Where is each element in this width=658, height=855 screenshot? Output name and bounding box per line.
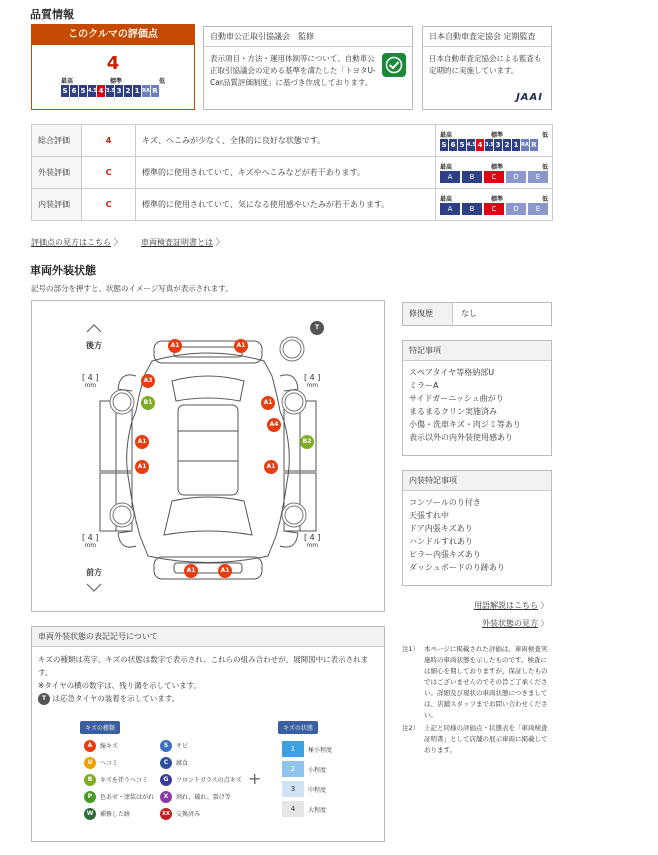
- legend-text-3: は応急タイヤの装着を示しています。: [52, 694, 180, 703]
- scale-step: 6: [450, 141, 456, 149]
- council-body: 表示項目・方法・運用体制等について、自動車公正取引協議会の定める基準を満たした「トヨタU-Car品質評価制度」に基づき作成しております。: [210, 54, 376, 87]
- scale-label-standard: 標準: [109, 78, 122, 85]
- scale-step: 1: [513, 141, 519, 149]
- scale-step: 3: [116, 87, 122, 95]
- legend-kind: [84, 805, 154, 822]
- legend-state: [282, 799, 332, 819]
- grade-step: D: [506, 203, 526, 215]
- tread-rear-right: [ 4 ] mm: [304, 373, 321, 389]
- scale-step: RA: [142, 85, 150, 97]
- legend-kind-label: サビ: [176, 743, 189, 750]
- evaluation-row: [32, 125, 553, 157]
- rating-scale: [61, 76, 165, 97]
- scale-step: 4.5: [88, 85, 96, 97]
- eval-guide-link[interactable]: 評価点の見方はこちら 〉: [31, 238, 123, 248]
- evaluation-row: [32, 189, 553, 221]
- scale-step: 6: [71, 87, 77, 95]
- grade-step: E: [528, 203, 548, 215]
- evaluation-scale: [436, 189, 553, 221]
- legend-kind-chip: A: [84, 740, 96, 752]
- legend-state-num: 1: [282, 741, 304, 757]
- evaluation-desc: 標準的に使用されていて、気になる使用感やいたみが若干あります。: [136, 189, 436, 221]
- damage-mark-right-front-door[interactable]: A1: [264, 460, 278, 474]
- special-notes: [402, 340, 552, 456]
- tread-front-right: [ 4 ] mm: [304, 533, 321, 549]
- evaluation-label: 内装評価: [32, 189, 82, 221]
- evaluation-row: [32, 157, 553, 189]
- legend-kind: [84, 788, 154, 805]
- repair-history: [402, 302, 552, 326]
- evaluation-scale: [436, 157, 553, 189]
- scale-label-best: 最高: [61, 78, 74, 85]
- evaluation-grade: 4: [82, 125, 136, 157]
- glossary-link[interactable]: 用語解説はこちら 〉: [474, 601, 549, 610]
- jaai-card: [422, 26, 552, 110]
- legend-state: [282, 779, 332, 799]
- legend-kind: [84, 754, 154, 771]
- scale-step: S: [441, 141, 447, 149]
- scale-step: 4: [98, 87, 104, 95]
- scale-step: 5: [459, 141, 465, 149]
- chevron-right-icon: 〉: [540, 619, 549, 628]
- scale-label: 標準: [490, 196, 503, 203]
- legend-text-3-row: [38, 692, 378, 705]
- special-notes-header: 特記事項: [403, 341, 551, 361]
- scale-label: 最高: [440, 164, 453, 171]
- evaluation-table: [31, 124, 553, 221]
- scale-label: 低: [541, 164, 548, 171]
- car-outline: [32, 301, 384, 611]
- legend-kind: [160, 771, 242, 788]
- chevron-right-icon: 〉: [540, 601, 549, 610]
- legend-kind-chip: X: [160, 791, 172, 803]
- council-card: [203, 26, 413, 110]
- damage-mark-rear-left[interactable]: A1: [168, 339, 182, 353]
- legend-kind-label: へコミ: [100, 760, 119, 767]
- legend-kind-chip: P: [84, 791, 96, 803]
- grade-step: C: [484, 171, 504, 183]
- exterior-subtitle: 記号の部分を押すと、状態のイメージ写真が表示されます。: [31, 284, 233, 293]
- scale-label: 標準: [490, 164, 503, 171]
- footnote-mark: 注1）: [402, 645, 420, 653]
- legend-text-1: キズの種類は英字、キズの状態は数字で表示され、これらの組み合わせが、展開図中に表示されます。: [38, 655, 369, 677]
- damage-mark-left-rear-door[interactable]: A1: [135, 435, 149, 449]
- special-note-item: 小傷・洗車キズ・肉ジミ等あり: [409, 420, 521, 429]
- legend-kind-chip: XX: [160, 808, 172, 820]
- scale-step: 3.5: [106, 85, 114, 97]
- legend-kind-label: 線キズ: [100, 743, 118, 750]
- legend-kind-label: 補修した跡: [100, 811, 131, 818]
- legend-state-num: 2: [282, 761, 304, 777]
- interior-notes: [402, 470, 552, 586]
- legend-kind: [160, 788, 242, 805]
- special-note-item: まるまるクリン実施済み: [409, 407, 497, 416]
- legend-kind-label: キズを伴うヘコミ: [100, 777, 148, 784]
- legend-kind-chip: S: [160, 740, 172, 752]
- jaai-body: 日本自動車査定協会による監査も定期的に実施しています。: [429, 54, 542, 75]
- evaluation-label: 総合評価: [32, 125, 82, 157]
- legend-kind: [84, 771, 154, 788]
- exterior-guide-link[interactable]: 外装状態の見方 〉: [482, 619, 549, 628]
- scale-label: 低: [541, 196, 548, 203]
- scale-step: 4.5: [467, 139, 475, 151]
- evaluation-grade: C: [82, 189, 136, 221]
- scale-step: 5: [80, 87, 86, 95]
- damage-mark-front-right[interactable]: A1: [218, 564, 232, 578]
- grade-step: A: [440, 171, 460, 183]
- evaluation-desc: キズ、へこみが少なく、全体的に良好な状態です。: [136, 125, 436, 157]
- damage-mark-right-rear-door[interactable]: A4: [267, 418, 281, 432]
- council-header: 自動車公正取引協議会 監修: [204, 27, 412, 47]
- damage-mark-right-rear-quarter[interactable]: A1: [261, 396, 275, 410]
- legend-kind: [160, 805, 242, 822]
- rear-label: 後方: [86, 341, 102, 350]
- inspection-doc-link[interactable]: 車両検査証明書とは 〉: [141, 238, 225, 248]
- damage-mark-right-rear-door-outer[interactable]: B2: [300, 435, 314, 449]
- legend-kind: [84, 737, 154, 754]
- exterior-title: 車両外装状態: [30, 264, 96, 277]
- legend-header: 車両外装状態の表記記号について: [32, 627, 384, 647]
- legend-kind-label: フロントガラスの点キズ: [176, 777, 242, 784]
- legend-kind-label: 交換済み: [176, 811, 201, 818]
- interior-note-item: ダッシュボードのり跡あり: [409, 563, 505, 572]
- legend-kind: [160, 754, 242, 771]
- repair-history-label: 修復歴: [403, 303, 453, 325]
- footnote-text: 本ページに掲載された評価は、車両検査実施時の車両状態を示したものです。検査には細心を期しておりますが、保証したものではございませんのでその旨ご了承ください。詳細及び現状の車両状態につきましては、店舗スタッフまでお問い合わせください。: [424, 645, 548, 719]
- legend-state-label: 極小程度: [308, 746, 333, 754]
- scale-step: 2: [125, 87, 131, 95]
- spare-tire-mark[interactable]: T: [310, 321, 324, 335]
- jaai-header: 日本自動車査定協会 定期監査: [423, 27, 551, 47]
- legend-state-label: 中程度: [308, 786, 327, 794]
- scale-label-low: 低: [158, 78, 165, 85]
- jaai-logo: JAAI: [516, 92, 543, 103]
- scale-label: 標準: [490, 132, 503, 139]
- footnote: [402, 644, 552, 721]
- legend-state-num: 3: [282, 781, 304, 797]
- legend-state-label: 大程度: [308, 806, 327, 814]
- states-title: キズの状態: [278, 721, 318, 734]
- legend-kind-label: 色あせ・塗装はがれ: [100, 794, 155, 801]
- grade-step: D: [506, 171, 526, 183]
- scale-step: 3: [495, 141, 501, 149]
- arrow-up-icon: [86, 323, 102, 335]
- damage-mark-left-rear-wheel[interactable]: B1: [141, 396, 155, 410]
- interior-note-item: ドア内張キズあり: [409, 524, 473, 533]
- rating-card-title: このクルマの評価点: [32, 25, 194, 45]
- special-note-item: 表示以外の内外装使用感あり: [409, 433, 513, 442]
- legend-text-2: ※タイヤの横の数字は、残り溝を示しています。: [38, 681, 202, 690]
- chevron-right-icon: 〉: [113, 238, 123, 248]
- legend-kind-label: 腐食: [176, 760, 189, 767]
- scale-step: 2: [504, 141, 510, 149]
- arrow-down-icon: [86, 583, 102, 595]
- scale-step: 4: [477, 141, 483, 149]
- tread-front-left: [ 4 ] mm: [82, 533, 99, 549]
- evaluation-desc: 標準的に使用されていて、キズやへこみなどが若干あります。: [136, 157, 436, 189]
- scale-label: 最高: [440, 196, 453, 203]
- legend-card: [31, 626, 385, 842]
- plus-icon: +: [248, 769, 262, 788]
- scale-step: R: [531, 141, 537, 149]
- scale-step: R: [152, 87, 158, 95]
- footnote-mark: 注2）: [402, 724, 420, 732]
- spare-tire-icon: T: [38, 693, 50, 705]
- legend-kind-chip: U: [84, 757, 96, 769]
- interior-note-item: コンソールのり付き: [409, 498, 481, 507]
- rating-score: 4: [106, 53, 120, 74]
- evaluation-scale: [436, 125, 553, 157]
- special-note-item: サイドガーニッシュ曲がり: [409, 394, 504, 403]
- scale-label: 低: [541, 132, 548, 139]
- grade-step: B: [462, 171, 482, 183]
- kinds-title: キズの種類: [80, 721, 120, 734]
- rating-card: [31, 24, 195, 110]
- interior-note-item: ハンドルすれあり: [409, 537, 473, 546]
- legend-kind-chip: C: [160, 757, 172, 769]
- car-diagram: [31, 300, 385, 612]
- grade-step: E: [528, 171, 548, 183]
- interior-note-item: 天張すれ中: [409, 511, 449, 520]
- legend-kind-chip: B: [84, 774, 96, 786]
- legend-state-num: 4: [282, 801, 304, 817]
- legend-kind-chip: G: [160, 774, 172, 786]
- tread-rear-left: [ 4 ] mm: [82, 373, 99, 389]
- evaluation-label: 外装評価: [32, 157, 82, 189]
- legend-kind: [160, 737, 242, 754]
- grade-step: A: [440, 203, 460, 215]
- legend-state-label: 小程度: [308, 766, 327, 774]
- footnote-text: 上記と同様の評価点・状態表を「車両検査証明書」として店舗の展示車両に掲載しております。: [424, 724, 548, 754]
- council-logo-icon: [382, 53, 406, 77]
- legend-state: [282, 739, 332, 759]
- damage-mark-left-front-door[interactable]: A1: [135, 460, 149, 474]
- evaluation-grade: C: [82, 157, 136, 189]
- grade-step: C: [484, 203, 504, 215]
- damage-mark-front-left[interactable]: A1: [184, 564, 198, 578]
- legend-state: [282, 759, 332, 779]
- scale-step: 1: [134, 87, 140, 95]
- legend-kind-chip: W: [84, 808, 96, 820]
- grade-step: B: [462, 203, 482, 215]
- scale-label: 最高: [440, 132, 453, 139]
- interior-notes-header: 内装特記事項: [403, 471, 551, 491]
- special-note-item: ミラーA: [409, 381, 439, 390]
- legend-kind-label: 割れ、破れ、裂け等: [176, 794, 231, 801]
- scale-step: S: [62, 87, 68, 95]
- interior-note-item: ピラー内張キズあり: [409, 550, 481, 559]
- chevron-right-icon: 〉: [215, 238, 225, 248]
- scale-step: 3.5: [485, 139, 493, 151]
- special-note-item: スペアタイヤ等格納部U: [409, 368, 495, 377]
- damage-mark-left-rear-quarter[interactable]: A3: [141, 374, 155, 388]
- front-label: 前方: [86, 568, 102, 577]
- scale-step: RA: [521, 139, 529, 151]
- footnote: [402, 723, 552, 756]
- section-title-quality: 品質情報: [30, 8, 74, 21]
- damage-mark-rear-right[interactable]: A1: [234, 339, 248, 353]
- repair-history-value: なし: [461, 309, 477, 318]
